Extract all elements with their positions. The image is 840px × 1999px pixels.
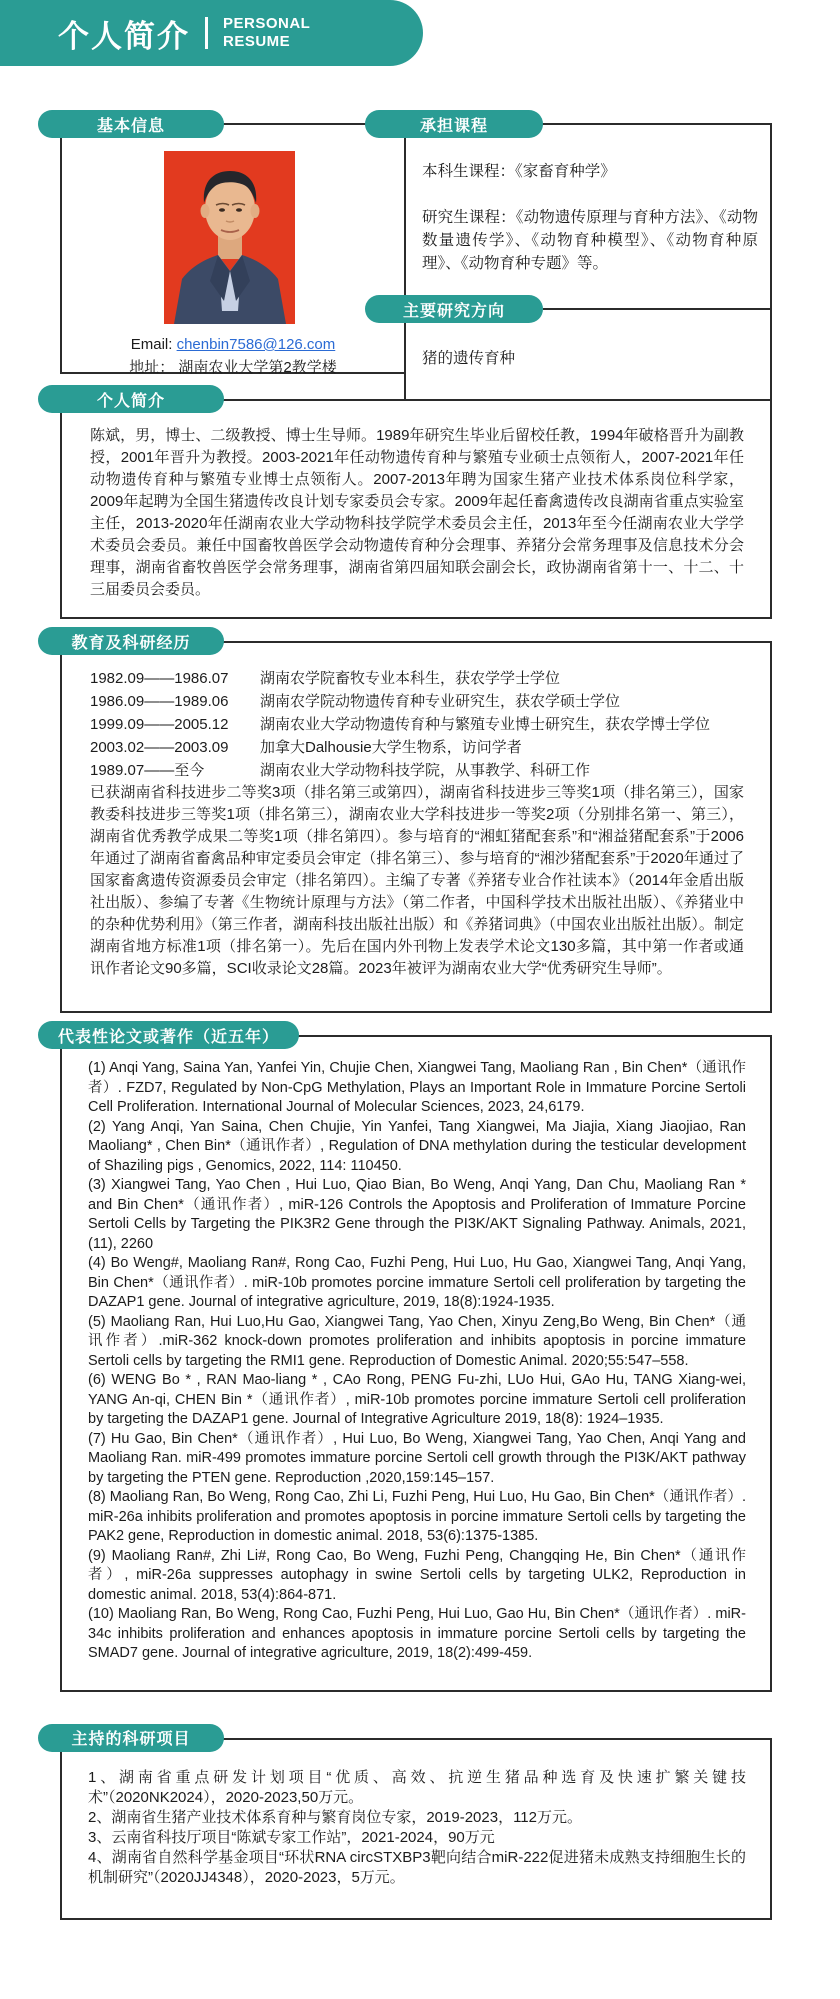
courses-content <box>422 160 758 275</box>
right-border-line <box>770 123 772 399</box>
timeline-row <box>90 736 744 759</box>
section-title-projects: 主持的科研项目 <box>38 1724 224 1752</box>
publication-item: (3) Xiangwei Tang, Yao Chen , Hui Luo, Qiao Bian, Bo Weng, Anqi Yang, Dan Chu, Maoliang Ran * and Bin Chen*（通讯作者）, miR-126 Controls the Apoptosis and Proliferation of Immature Porcine Sertoli Cells by Targeting the PIK3R2 Gene through the PI3K/AKT Signaling Pathway. Animals, 2021, (11), 2260 <box>88 1177 746 1252</box>
section-title-education: 教育及科研经历 <box>38 627 224 655</box>
profile-paragraph: 陈斌，男，博士、二级教授、博士生导师。1989年研究生毕业后留校任教，1994年破格晋升为副教授，2001年晋升为教授。2003-2021年任动物遗传育种与繁殖专业硕士点领衔人，2007-2021年任动物遗传育种与繁殖专业博士点领衔人。2007-2013年聘为国家生猪产业技术体系岗位科学家，2009年起聘为全国生猪遗传改良计划专家委员会专家。2009年起任畜禽遗传改良湖南省重点实验室主任，2013-2020年任湖南农业大学动物科技学院学术委员会主任，2013年至今任湖南农业大学学术委员会委员。兼任中国畜牧兽医学会动物遗传育种分会理事、养猪分会常务理事及信息技术分会理事，湖南省畜牧兽医学会常务理事，湖南省第四届知联会副会长，政协湖南省第十一、十二、十三届委员会委员。 <box>90 427 744 598</box>
publication-item: (9) Maoliang Ran#, Zhi Li#, Rong Cao, Bo Weng, Fuzhi Peng, Changqing He, Bin Chen*（通讯作者）, miR-26a suppresses autophagy in swine Sertoli cells by targeting ULK2, Reproduction in domestic animal. 2018, 53(4):864-871. <box>88 1547 746 1603</box>
graduate-courses: 研究生课程：《动物遗传原理与育种方法》、《动物数量遗传学》、《动物育种模型》、《动物育种原理》、《动物育种专题》等。 <box>422 209 758 272</box>
section-title-courses: 承担课程 <box>365 110 543 138</box>
address-label: 地址： <box>129 359 175 376</box>
timeline-detail: 湖南农学院畜牧专业本科生，获农学学士学位 <box>260 670 561 687</box>
research-connector-line <box>543 308 772 310</box>
education-box <box>60 641 772 1013</box>
timeline-period: 1989.07——至今 <box>90 762 205 779</box>
column-divider-line <box>404 123 406 399</box>
publications-box <box>60 1035 772 1692</box>
contact-block <box>62 333 404 379</box>
address-row <box>62 356 404 379</box>
timeline-period: 2003.02——2003.09 <box>90 739 229 756</box>
education-achievements: 已获湖南省科技进步二等奖3项（排名第三或第四），湖南省科技进步三等奖1项（排名第三），国家教委科技进步三等奖1项（排名第三），湖南农业大学科技进步一等奖2项（分别排名第一、第三），湖南省优秀教学成果二等奖1项（排名第四）。参与培育的“湘虹猪配套系”和“湘益猪配套系”于2006年通过了湖南省畜禽品种审定委员会审定（排名第三）、参与培育的“湘沙猪配套系”于2020年通过了国家畜禽遗传资源委员会审定（排名第四）。主编了专著《养猪专业合作社读本》（2014年金盾出版社出版）、参编了专著《生物统计原理与方法》（第二作者，中国科学技术出版社出版）、《养猪业中的杂种优势利用》（第三作者，湖南科技出版社出版）和《养猪词典》（中国农业出版社出版）。制定湖南省地方标准1项（排名第一）。先后在国内外刊物上发表学术论文130多篇，其中第一作者或通讯作者论文90多篇，SCI收录论文28篇。2023年被评为湖南农业大学“优秀研究生导师”。 <box>90 784 744 977</box>
projects-section <box>38 1731 772 1920</box>
project-item: 4、湖南省自然科学基金项目“环状RNA circSTXBP3靶向结合miR-222促进猪未成熟支持细胞生长的机制研究”（2020JJ4348），2020-2023，5万元。 <box>88 1848 746 1886</box>
timeline-detail: 湖南农学院动物遗传育种专业研究生，获农学硕士学位 <box>260 693 621 710</box>
undergraduate-courses: 本科生课程：《家畜育种学》 <box>422 163 616 180</box>
publication-item: (8) Maoliang Ran, Bo Weng, Rong Cao, Zhi Li, Fuzhi Peng, Hui Luo, Hu Gao, Bin Chen*（通讯作者）. miR-26a inhibits proliferation and promotes apoptosis in porcine immature Sertoli cells by targeting the PAK2 gene, Reproduction in domestic animal. 2018, 53(6):1375-1385. <box>88 1489 746 1544</box>
timeline-detail: 加拿大Dalhousie大学生物系，访问学者 <box>260 739 522 756</box>
timeline-period: 1986.09——1989.06 <box>90 693 229 710</box>
email-row <box>62 333 404 356</box>
section-title-research-direction: 主要研究方向 <box>365 295 543 323</box>
publication-item: (2) Yang Anqi, Yan Saina, Chen Chujie, Yin Yanfei, Tang Xiangwei, Ma Jiajia, Xiang Jiaojiao, Ran Maoliang* , Chen Bin*（通讯作者）, Regulation of DNA methylation during the testicular development of Shaziling pigs , Genomics, 2022, 114: 110450. <box>88 1118 746 1174</box>
profile-section <box>38 392 772 619</box>
publication-item: (1) Anqi Yang, Saina Yan, Yanfei Yin, Chujie Chen, Xiangwei Tang, Maoliang Ran , Bin Chen*（通讯作者）. FZD7, Regulated by Non-CpG Methylation, Plays an Important Role in Immature Porcine Sertoli Cell Proliferation. International Journal of Molecular Sciences, 2023, 24,6179. <box>88 1060 746 1115</box>
timeline-row <box>90 759 744 782</box>
publication-item: (6) WENG Bo * , RAN Mao-liang * , CAo Rong, PENG Fu-zhi, LUo Hui, GAo Hu, TANG Xiang-wei, YANG An-qi, CHEN Bin *（通讯作者）, miR-10b promotes porcine immature Sertoli cell proliferation by targeting the DAZAP1 gene. Journal of Integrative Agriculture 2019, 18(8): 1924–1935. <box>88 1372 746 1427</box>
banner-divider <box>205 17 208 49</box>
timeline-period: 1982.09——1986.07 <box>90 670 229 687</box>
project-item: 3、云南省科技厅项目“陈斌专家工作站”，2021-2024，90万元 <box>88 1828 495 1846</box>
timeline-detail: 湖南农业大学动物遗传育种与繁殖专业博士研究生，获农学博士学位 <box>260 716 711 733</box>
email-link[interactable]: chenbin7586@126.com <box>176 336 336 353</box>
profile-box <box>60 399 772 619</box>
page-banner <box>0 0 423 66</box>
education-section <box>38 634 772 1013</box>
page-title-en-line1: PERSONAL <box>223 15 311 32</box>
timeline-row <box>90 713 744 736</box>
project-item: 1、湖南省重点研发计划项目“优质、高效、抗逆生猪品种选育及快速扩繁关键技术”（2020NK2024），2020-2023,50万元。 <box>88 1768 746 1806</box>
timeline-period: 1999.09——2005.12 <box>90 716 229 733</box>
timeline-detail: 湖南农业大学动物科技学院，从事教学、科研工作 <box>260 762 591 779</box>
project-item: 2、湖南省生猪产业技术体系育种与繁育岗位专家，2019-2023，112万元。 <box>88 1808 582 1826</box>
page-title-en <box>223 15 310 51</box>
publication-item: (5) Maoliang Ran, Hui Luo,Hu Gao, Xiangwei Tang, Yao Chen, Xinyu Zeng,Bo Weng, Bin Chen*（通讯作者）.miR-362 knock-down promotes proliferation and inhibits apoptosis in porcine immature Sertoli cells by targeting the RMI1 gene. Reproduction of Domestic Animal. 2020;55:547–558. <box>88 1313 746 1369</box>
section-title-basic-info: 基本信息 <box>38 110 224 138</box>
education-timeline <box>90 667 744 782</box>
section-title-publications: 代表性论文或著作（近五年） <box>38 1021 299 1049</box>
top-info-area <box>38 110 772 399</box>
research-direction-content: 猪的遗传育种 <box>422 350 516 367</box>
page-title-en-line2: RESUME <box>223 33 291 50</box>
publication-item: (10) Maoliang Ran, Bo Weng, Rong Cao, Fuzhi Peng, Hui Luo, Gao Hu, Bin Chen*（通讯作者）. miR-34c inhibits proliferation and enhances apoptosis in immature porcine Sertoli cells by targeting the SMAD7 gene. Journal of integrative agriculture, 2019, 18(2):499-459. <box>88 1606 746 1661</box>
portrait-photo <box>164 151 295 324</box>
address-value: 湖南农业大学第2教学楼 <box>178 359 337 376</box>
timeline-row <box>90 667 744 690</box>
publications-section <box>38 1028 772 1692</box>
publication-item: (4) Bo Weng#, Maoliang Ran#, Rong Cao, Fuzhi Peng, Hui Luo, Hu Gao, Xiangwei Tang, Anqi Yang, Bin Chen*（通讯作者）. miR-10b promotes porcine immature Sertoli cell proliferation by targeting the DAZAP1 gene. Journal of integrative agriculture, 2019, 18(8):1924-1935. <box>88 1255 746 1310</box>
section-title-profile: 个人简介 <box>38 385 224 413</box>
timeline-row <box>90 690 744 713</box>
projects-box <box>60 1738 772 1920</box>
basic-info-box <box>60 123 404 374</box>
page-title: 个人简介 <box>58 18 190 54</box>
email-label: Email: <box>130 336 173 353</box>
publication-item: (7) Hu Gao, Bin Chen*（通讯作者）, Hui Luo, Bo Weng, Xiangwei Tang, Yao Chen, Anqi Yang and Maoliang Ran. miR-499 promotes immature porcine Sertoli cell growth through the PI3K/AKT pathway by targeting the PTEN gene. Reproduction ,2020,159:145–157. <box>88 1430 746 1486</box>
